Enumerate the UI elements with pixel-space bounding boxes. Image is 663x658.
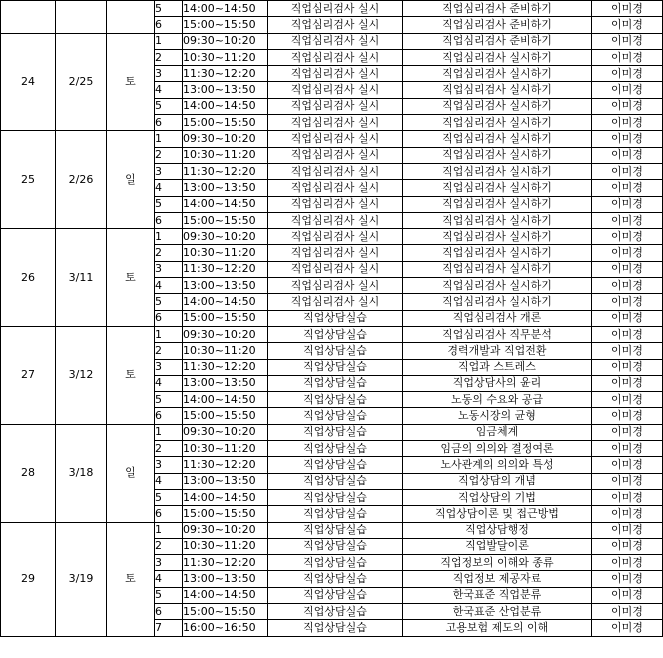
activity-cell: 직업상담실습 [268,538,403,554]
topic-cell: 직업심리검사 실시하기 [403,147,592,163]
instructor-cell: 이미경 [592,555,663,571]
time-cell: 15:00~15:50 [183,408,268,424]
day-number-cell: 29 [1,522,56,636]
topic-cell: 직업심리검사 실시하기 [403,82,592,98]
activity-cell: 직업상담실습 [268,310,403,326]
period-cell: 6 [155,17,183,33]
weekday-cell: 토 [107,522,155,636]
instructor-cell: 이미경 [592,310,663,326]
activity-cell: 직업심리검사 실시 [268,131,403,147]
instructor-cell: 이미경 [592,408,663,424]
table-row [1,1,663,17]
instructor-cell: 이미경 [592,359,663,375]
instructor-cell: 이미경 [592,294,663,310]
activity-cell: 직업심리검사 실시 [268,66,403,82]
instructor-cell: 이미경 [592,587,663,603]
table-row [1,326,663,342]
time-cell: 15:00~15:50 [183,17,268,33]
instructor-cell: 이미경 [592,66,663,82]
time-cell: 10:30~11:20 [183,538,268,554]
period-cell: 3 [155,555,183,571]
topic-cell: 고용보험 제도의 이해 [403,620,592,636]
period-cell: 1 [155,326,183,342]
topic-cell: 직업심리검사 실시하기 [403,131,592,147]
date-cell: 3/18 [56,424,107,522]
weekday-cell: 토 [107,229,155,327]
topic-cell: 직업발달이론 [403,538,592,554]
activity-cell: 직업상담실습 [268,441,403,457]
activity-cell: 직업심리검사 실시 [268,180,403,196]
time-cell: 14:00~14:50 [183,489,268,505]
instructor-cell: 이미경 [592,278,663,294]
period-cell: 4 [155,473,183,489]
activity-cell: 직업상담실습 [268,571,403,587]
weekday-cell [107,1,155,34]
instructor-cell: 이미경 [592,343,663,359]
period-cell: 3 [155,66,183,82]
topic-cell: 임금의 의의와 결정여론 [403,441,592,457]
time-cell: 16:00~16:50 [183,620,268,636]
activity-cell: 직업심리검사 실시 [268,294,403,310]
activity-cell: 직업상담실습 [268,326,403,342]
instructor-cell: 이미경 [592,98,663,114]
activity-cell: 직업상담실습 [268,424,403,440]
activity-cell: 직업심리검사 실시 [268,82,403,98]
period-cell: 5 [155,98,183,114]
time-cell: 15:00~15:50 [183,115,268,131]
instructor-cell: 이미경 [592,392,663,408]
weekday-cell: 일 [107,424,155,522]
activity-cell: 직업심리검사 실시 [268,163,403,179]
time-cell: 11:30~12:20 [183,163,268,179]
period-cell: 5 [155,1,183,17]
day-number-cell: 27 [1,326,56,424]
topic-cell: 직업심리검사 준비하기 [403,33,592,49]
activity-cell: 직업심리검사 실시 [268,49,403,65]
period-cell: 6 [155,506,183,522]
topic-cell: 직업심리검사 직무분석 [403,326,592,342]
topic-cell: 노사관계의 의의와 특성 [403,457,592,473]
activity-cell: 직업상담실습 [268,473,403,489]
instructor-cell: 이미경 [592,147,663,163]
topic-cell: 직업정보의 이해와 종류 [403,555,592,571]
topic-cell: 직업심리검사 실시하기 [403,278,592,294]
period-cell: 3 [155,163,183,179]
instructor-cell: 이미경 [592,571,663,587]
table-row [1,33,663,49]
time-cell: 10:30~11:20 [183,147,268,163]
topic-cell: 직업심리검사 실시하기 [403,245,592,261]
time-cell: 14:00~14:50 [183,587,268,603]
topic-cell: 한국표준 직업분류 [403,587,592,603]
table-row [1,522,663,538]
time-cell: 13:00~13:50 [183,473,268,489]
period-cell: 1 [155,522,183,538]
period-cell: 6 [155,310,183,326]
time-cell: 13:00~13:50 [183,375,268,391]
period-cell: 4 [155,82,183,98]
instructor-cell: 이미경 [592,196,663,212]
topic-cell: 직업심리검사 실시하기 [403,212,592,228]
topic-cell: 직업심리검사 실시하기 [403,294,592,310]
topic-cell: 직업심리검사 실시하기 [403,261,592,277]
topic-cell: 직업상담행정 [403,522,592,538]
instructor-cell: 이미경 [592,261,663,277]
period-cell: 5 [155,587,183,603]
instructor-cell: 이미경 [592,212,663,228]
date-cell [56,1,107,34]
time-cell: 14:00~14:50 [183,98,268,114]
instructor-cell: 이미경 [592,620,663,636]
date-cell: 3/19 [56,522,107,636]
period-cell: 6 [155,408,183,424]
activity-cell: 직업상담실습 [268,603,403,619]
activity-cell: 직업심리검사 실시 [268,245,403,261]
activity-cell: 직업상담실습 [268,555,403,571]
time-cell: 13:00~13:50 [183,82,268,98]
time-cell: 09:30~10:20 [183,522,268,538]
instructor-cell: 이미경 [592,229,663,245]
instructor-cell: 이미경 [592,163,663,179]
time-cell: 13:00~13:50 [183,278,268,294]
period-cell: 5 [155,392,183,408]
period-cell: 2 [155,538,183,554]
instructor-cell: 이미경 [592,538,663,554]
period-cell: 2 [155,343,183,359]
instructor-cell: 이미경 [592,603,663,619]
topic-cell: 한국표준 산업분류 [403,603,592,619]
day-number-cell: 26 [1,229,56,327]
period-cell: 4 [155,180,183,196]
instructor-cell: 이미경 [592,82,663,98]
activity-cell: 직업심리검사 실시 [268,147,403,163]
time-cell: 11:30~12:20 [183,555,268,571]
instructor-cell: 이미경 [592,441,663,457]
time-cell: 15:00~15:50 [183,506,268,522]
time-cell: 09:30~10:20 [183,131,268,147]
topic-cell: 직업과 스트레스 [403,359,592,375]
time-cell: 09:30~10:20 [183,326,268,342]
topic-cell: 직업심리검사 실시하기 [403,49,592,65]
period-cell: 5 [155,489,183,505]
activity-cell: 직업심리검사 실시 [268,196,403,212]
period-cell: 1 [155,33,183,49]
activity-cell: 직업심리검사 실시 [268,33,403,49]
topic-cell: 직업심리검사 실시하기 [403,229,592,245]
instructor-cell: 이미경 [592,131,663,147]
period-cell: 1 [155,424,183,440]
time-cell: 13:00~13:50 [183,180,268,196]
time-cell: 14:00~14:50 [183,1,268,17]
date-cell: 3/11 [56,229,107,327]
topic-cell: 직업상담사의 윤리 [403,375,592,391]
period-cell: 3 [155,457,183,473]
topic-cell: 직업심리검사 실시하기 [403,115,592,131]
activity-cell: 직업심리검사 실시 [268,261,403,277]
topic-cell: 노동시장의 균형 [403,408,592,424]
topic-cell: 경력개발과 직업전환 [403,343,592,359]
activity-cell: 직업상담실습 [268,522,403,538]
time-cell: 15:00~15:50 [183,212,268,228]
table-row [1,131,663,147]
instructor-cell: 이미경 [592,49,663,65]
topic-cell: 직업상담의 기법 [403,489,592,505]
topic-cell: 직업심리검사 준비하기 [403,1,592,17]
activity-cell: 직업심리검사 실시 [268,1,403,17]
time-cell: 11:30~12:20 [183,457,268,473]
activity-cell: 직업상담실습 [268,587,403,603]
time-cell: 10:30~11:20 [183,441,268,457]
topic-cell: 임금체계 [403,424,592,440]
time-cell: 11:30~12:20 [183,359,268,375]
activity-cell: 직업상담실습 [268,620,403,636]
activity-cell: 직업심리검사 실시 [268,278,403,294]
instructor-cell: 이미경 [592,424,663,440]
topic-cell: 직업심리검사 실시하기 [403,66,592,82]
day-number-cell: 25 [1,131,56,229]
time-cell: 15:00~15:50 [183,310,268,326]
period-cell: 2 [155,49,183,65]
activity-cell: 직업심리검사 실시 [268,98,403,114]
instructor-cell: 이미경 [592,522,663,538]
table-row [1,424,663,440]
instructor-cell: 이미경 [592,1,663,17]
period-cell: 5 [155,294,183,310]
activity-cell: 직업상담실습 [268,392,403,408]
period-cell: 5 [155,196,183,212]
topic-cell: 직업심리검사 실시하기 [403,180,592,196]
activity-cell: 직업상담실습 [268,343,403,359]
instructor-cell: 이미경 [592,457,663,473]
day-number-cell: 24 [1,33,56,131]
period-cell: 6 [155,603,183,619]
table-row [1,229,663,245]
period-cell: 2 [155,441,183,457]
period-cell: 3 [155,261,183,277]
time-cell: 14:00~14:50 [183,196,268,212]
time-cell: 14:00~14:50 [183,294,268,310]
period-cell: 2 [155,245,183,261]
time-cell: 15:00~15:50 [183,603,268,619]
topic-cell: 직업심리검사 개론 [403,310,592,326]
period-cell: 1 [155,131,183,147]
period-cell: 4 [155,375,183,391]
time-cell: 10:30~11:20 [183,343,268,359]
instructor-cell: 이미경 [592,473,663,489]
weekday-cell: 토 [107,33,155,131]
time-cell: 09:30~10:20 [183,229,268,245]
instructor-cell: 이미경 [592,17,663,33]
period-cell: 1 [155,229,183,245]
date-cell: 2/25 [56,33,107,131]
topic-cell: 직업심리검사 실시하기 [403,98,592,114]
date-cell: 3/12 [56,326,107,424]
schedule-body [1,1,663,637]
time-cell: 13:00~13:50 [183,571,268,587]
period-cell: 4 [155,571,183,587]
period-cell: 7 [155,620,183,636]
topic-cell: 직업상담이론 및 접근방법 [403,506,592,522]
time-cell: 11:30~12:20 [183,66,268,82]
day-number-cell: 28 [1,424,56,522]
instructor-cell: 이미경 [592,33,663,49]
period-cell: 6 [155,115,183,131]
time-cell: 09:30~10:20 [183,33,268,49]
period-cell: 4 [155,278,183,294]
instructor-cell: 이미경 [592,506,663,522]
time-cell: 09:30~10:20 [183,424,268,440]
time-cell: 14:00~14:50 [183,392,268,408]
activity-cell: 직업심리검사 실시 [268,17,403,33]
instructor-cell: 이미경 [592,326,663,342]
period-cell: 2 [155,147,183,163]
time-cell: 10:30~11:20 [183,49,268,65]
instructor-cell: 이미경 [592,375,663,391]
instructor-cell: 이미경 [592,245,663,261]
period-cell: 6 [155,212,183,228]
activity-cell: 직업상담실습 [268,506,403,522]
topic-cell: 직업정보 제공자료 [403,571,592,587]
activity-cell: 직업심리검사 실시 [268,115,403,131]
activity-cell: 직업상담실습 [268,375,403,391]
topic-cell: 직업심리검사 실시하기 [403,163,592,179]
activity-cell: 직업심리검사 실시 [268,229,403,245]
weekday-cell: 토 [107,326,155,424]
activity-cell: 직업상담실습 [268,359,403,375]
instructor-cell: 이미경 [592,115,663,131]
activity-cell: 직업상담실습 [268,408,403,424]
time-cell: 11:30~12:20 [183,261,268,277]
activity-cell: 직업심리검사 실시 [268,212,403,228]
topic-cell: 노동의 수요와 공급 [403,392,592,408]
instructor-cell: 이미경 [592,489,663,505]
topic-cell: 직업심리검사 준비하기 [403,17,592,33]
weekday-cell: 일 [107,131,155,229]
period-cell: 3 [155,359,183,375]
topic-cell: 직업심리검사 실시하기 [403,196,592,212]
activity-cell: 직업상담실습 [268,457,403,473]
instructor-cell: 이미경 [592,180,663,196]
topic-cell: 직업상담의 개념 [403,473,592,489]
date-cell: 2/26 [56,131,107,229]
day-cell [1,1,56,34]
activity-cell: 직업상담실습 [268,489,403,505]
time-cell: 10:30~11:20 [183,245,268,261]
